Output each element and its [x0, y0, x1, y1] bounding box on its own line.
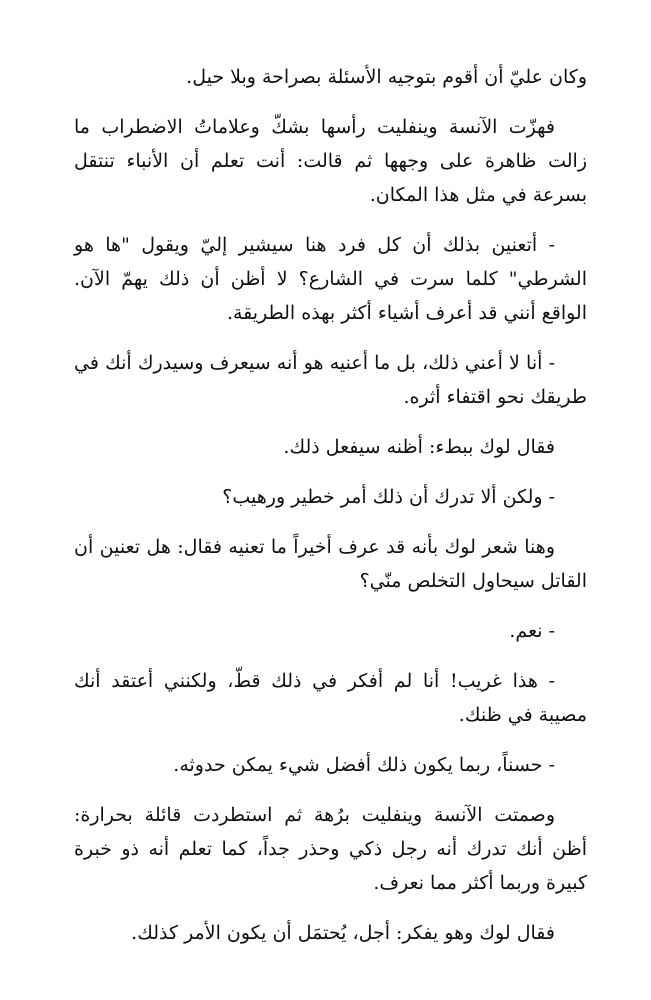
paragraph-3: - أتعنين بذلك أن كل فرد هنا سيشير إليّ ويقول "ها هو الشرطي" كلما سرت في الشارع؟ لا أظن أن ذلك يهمّ الآن. الواقع أنني قد أعرف أشياء أكثر بهذه الطريقة.	[74, 234, 587, 324]
paragraph-10: - حسناً، ربما يكون ذلك أفضل شيء يمكن حدوثه.	[173, 754, 555, 776]
paragraph-8: - نعم.	[509, 620, 555, 642]
paragraph-6: - ولكن ألا تدرك أن ذلك أمر خطير ورهيب؟	[222, 486, 555, 508]
paragraph-2: فهزّت الآنسة وينفليت رأسها بشكّ وعلاماتُ الاضطراب ما زالت ظاهرة على وجهها ثم قالت: أنت تعلم أن الأنباء تنتقل بسرعة في مثل هذا المكان.	[74, 116, 587, 206]
paragraph-5: فقال لوك ببطء: أظنه سيفعل ذلك.	[283, 436, 555, 458]
paragraph-9: - هذا غريب! أنا لم أفكر في ذلك قطّ، ولكنني أعتقد أنك مصيبة في ظنك.	[74, 670, 587, 726]
paragraph-12: فقال لوك وهو يفكر: أجل، يُحتمَل أن يكون الأمر كذلك.	[131, 922, 555, 944]
paragraph-7: وهنا شعر لوك بأنه قد عرف أخيراً ما تعنيه فقال: هل تعنين أن القاتل سيحاول التخلص منّي؟	[74, 536, 587, 592]
paragraph-1: وكان عليّ أن أقوم بتوجيه الأسئلة بصراحة وبلا حيل.	[186, 66, 587, 88]
paragraph-4: - أنا لا أعني ذلك، بل ما أعنيه هو أنه سيعرف وسيدرك أنك في طريقك نحو اقتفاء أثره.	[74, 352, 587, 408]
paragraph-11: وصمتت الآنسة وينفليت برُهة ثم استطردت قائلة بحرارة: أظن أنك تدرك أنه رجل ذكي وحذر جداً، كما تعلم أنه ذو خبرة كبيرة وربما أكثر مما نعرف.	[74, 804, 587, 894]
